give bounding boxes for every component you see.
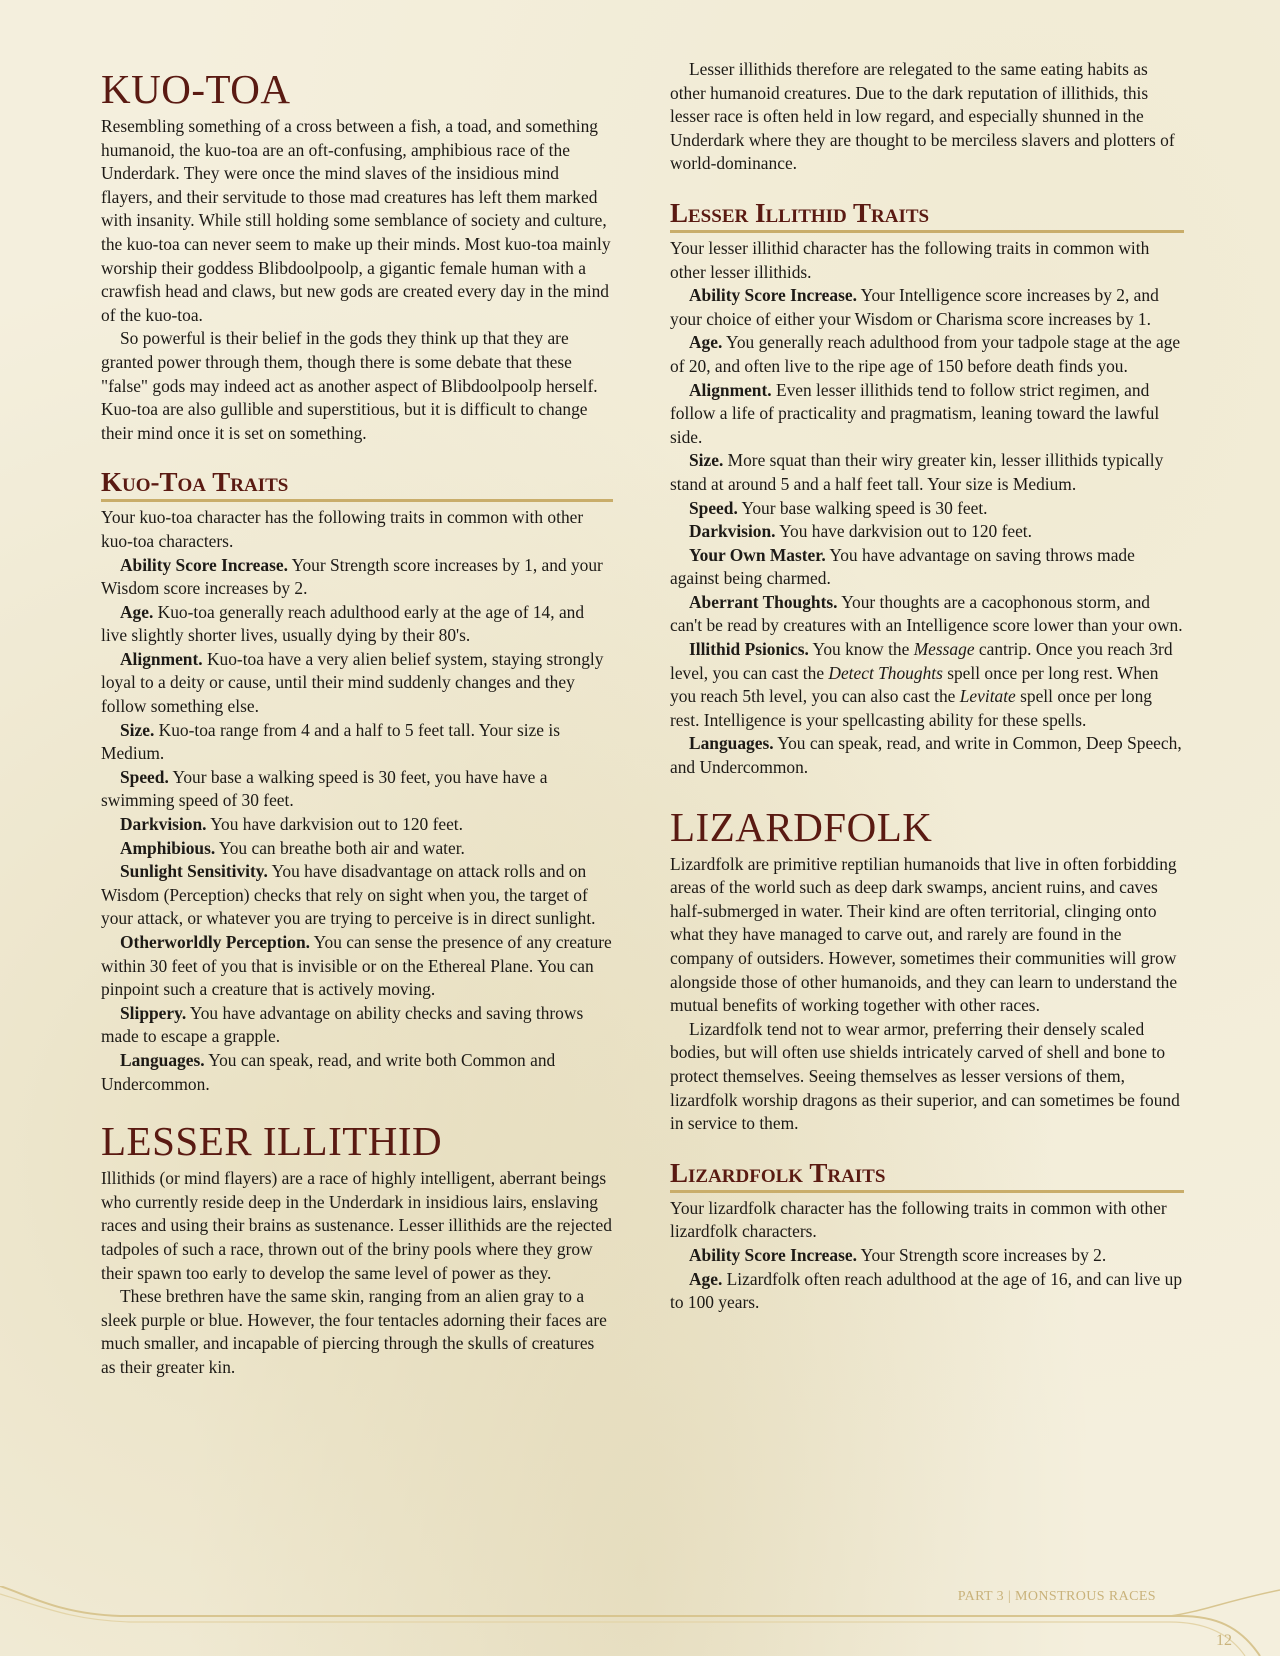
illithid-trait-age: Age. You generally reach adulthood from your tadpole stage at the age of 20, and often live to the ripe age of 150 before death finds you. (670, 332, 1181, 376)
illithid-trait-size: Size. More squat than their wiry greater kin, lesser illithids typically stand at around 5 and a half feet tall. Your size is Medium. (670, 450, 1164, 494)
trait-amphibious: Amphibious. You can breathe both air and water. (120, 837, 465, 858)
illithid-trait-speed: Speed. Your base walking speed is 30 feet. (689, 497, 988, 518)
trait-darkvision: Darkvision. You have darkvision out to 120 feet. (120, 814, 463, 835)
kuotoa-paragraph-1: Resembling something of a cross between a fish, a toad, and something humanoid, the kuo-toa are an oft-confusing, amphibious race of the Underdark. They were once the mind slaves of the insidious mind flayers, and their servitude to those mad creatures has left them marked with insanity. While still holding some semblance of society and culture, the kuo-toa can never seem to make up their minds. Most kuo-toa mainly worship their goddess Blibdoolpoolp, a gigantic female human with a crawfish head and claws, but new gods are created every day in the mind of the kuo-toa. (101, 116, 611, 325)
trait-size: Size. Kuo-toa range from 4 and a half to 5 feet tall. Your size is Medium. (101, 719, 560, 764)
footer-section-label: PART 3 | MONSTROUS RACES (957, 1589, 1156, 1604)
lizardfolk-heading: LIZARDFOLK (670, 803, 933, 850)
illithid-trait-darkvision: Darkvision. You have darkvision out to 120 feet. (689, 521, 1032, 542)
illithid-trait-aberrant-thoughts: Aberrant Thoughts. Your thoughts are a cacophonous storm, and can't be read by creatures with an Intelligence score lower than your own. (670, 591, 1183, 636)
right-column (670, 58, 1184, 1315)
kuotoa-traits-heading: Kuo-Toa Traits (101, 467, 613, 502)
lizardfolk-traits-heading: Lizardfolk Traits (670, 1158, 1184, 1193)
trait-languages: Languages. You can speak, read, and write both Common and Undercommon. (101, 1049, 556, 1094)
lizardfolk-paragraph-1: Lizardfolk are primitive reptilian humanoids that live in often forbidding areas of the world such as deep dark swamps, ancient ruins, and caves half-submerged in water. Their kind are often territorial, clinging onto what they have managed to carve out, and rarely are found in the company of outsiders. However, sometimes their communities will grow alongside those of other humanoids, and they can learn to understand the mutual benefits of working together with other races. (670, 853, 1178, 1016)
illithid-trait-psionics: Illithid Psionics. You know the Message cantrip. Once you reach 3rd level, you can cast the Detect Thoughts spell once per long rest. When you reach 5th level, you can also cast the Levitate spell once per long rest. Intelligence is your spellcasting ability for these spells. (670, 639, 1173, 730)
lizardfolk-paragraph-2: Lizardfolk tend not to wear armor, preferring their densely scaled bodies, but will often use shields intricately carved of shell and bone to protect themselves. Seeing themselves as lesser versions of them, lizardfolk worship dragons as their superior, and can sometimes be found in service to them. (670, 1018, 1180, 1134)
lesser-illithid-heading: LESSER ILLITHID (101, 1118, 443, 1165)
illithid-trait-ability-score: Ability Score Increase. Your Intelligence score increases by 2, and your choice of either your Wisdom or Charisma score increases by 1. (670, 285, 1159, 329)
lizardfolk-trait-age: Age. Lizardfolk often reach adulthood at the age of 16, and can live up to 100 years. (670, 1268, 1183, 1313)
trait-speed: Speed. Your base a walking speed is 30 feet, you have have a swimming speed of 30 feet. (101, 766, 548, 811)
kuotoa-paragraph-2: So powerful is their belief in the gods they think up that they are granted power through them, though there is some debate that these "false" gods may indeed act as another aspect of Blibdoolpoolp herself. Kuo-toa are also gullible and superstitious, but it is difficult to change their mind once it is set on something. (101, 328, 598, 443)
illithid-paragraph-3: Lesser illithids therefore are relegated to the same eating habits as other humanoid creatures. Due to the dark reputation of illithids, this lesser race is often held in low regard, and especially shunned in the Underdark where they are thought to be merciless slavers and plotters of world-dominance. (670, 59, 1175, 174)
trait-ability-score: Ability Score Increase. Your Strength score increases by 1, and your Wisdom score increases by 2. (101, 554, 603, 599)
trait-sunlight-sensitivity: Sunlight Sensitivity. You have disadvantage on attack rolls and on Wisdom (Perception) checks that rely on sight when you, the target of your attack, or whatever you are trying to perceive is in direct sunlight. (101, 861, 596, 929)
kuotoa-heading: KUO-TOA (101, 66, 291, 112)
illithid-traits-intro: Your lesser illithid character has the following traits in common with other lesser illithids. (670, 237, 1150, 282)
trait-slippery: Slippery. You have advantage on ability checks and saving throws made to escape a grapple. (101, 1002, 584, 1047)
left-column (101, 52, 613, 1380)
lizardfolk-traits-intro: Your lizardfolk character has the following traits in common with other lizardfolk characters. (670, 1197, 1167, 1242)
illithid-trait-own-master: Your Own Master. You have advantage on saving throws made against being charmed. (670, 544, 1135, 589)
kuotoa-traits-intro: Your kuo-toa character has the following traits in common with other kuo-toa characters. (101, 507, 584, 551)
lizardfolk-trait-ability-score: Ability Score Increase. Your Strength score increases by 2. (689, 1244, 1107, 1265)
illithid-traits-heading: Lesser Illithid Traits (670, 198, 1184, 233)
illithid-paragraph-2: These brethren have the same skin, ranging from an alien gray to a sleek purple or blue. However, the four tentacles adorning their faces are much smaller, and incapable of piercing through the skulls of creatures as their greater kin. (101, 1286, 607, 1377)
trait-age: Age. Kuo-toa generally reach adulthood early at the age of 14, and live slightly shorter lives, usually dying by their 80's. (101, 601, 585, 646)
illithid-trait-languages: Languages. You can speak, read, and write in Common, Deep Speech, and Undercommon. (670, 733, 1182, 778)
trait-alignment: Alignment. Kuo-toa have a very alien belief system, staying strongly loyal to a deity or cause, until their mind suddenly changes and they follow something else. (101, 648, 604, 717)
illithid-trait-alignment: Alignment. Even lesser illithids tend to follow strict regimen, and follow a life of practicality and pragmatism, leaning toward the lawful side. (670, 379, 1160, 447)
illithid-paragraph-1: Illithids (or mind flayers) are a race of highly intelligent, aberrant beings who currently reside deep in the Underdark in insidious lairs, enslaving races and using their brains as sustenance. Lesser illithids are the rejected tadpoles of such a race, thrown out of the briny pools where they grow their spawn too early to develop the same level of power as they. (101, 1168, 612, 1283)
page-number: 12 (1216, 1632, 1232, 1649)
trait-otherworldly-perception: Otherworldly Perception. You can sense the presence of any creature within 30 feet of you that is invisible or on the Ethereal Plane. You can pinpoint such a creature that is actively moving. (101, 932, 612, 1000)
